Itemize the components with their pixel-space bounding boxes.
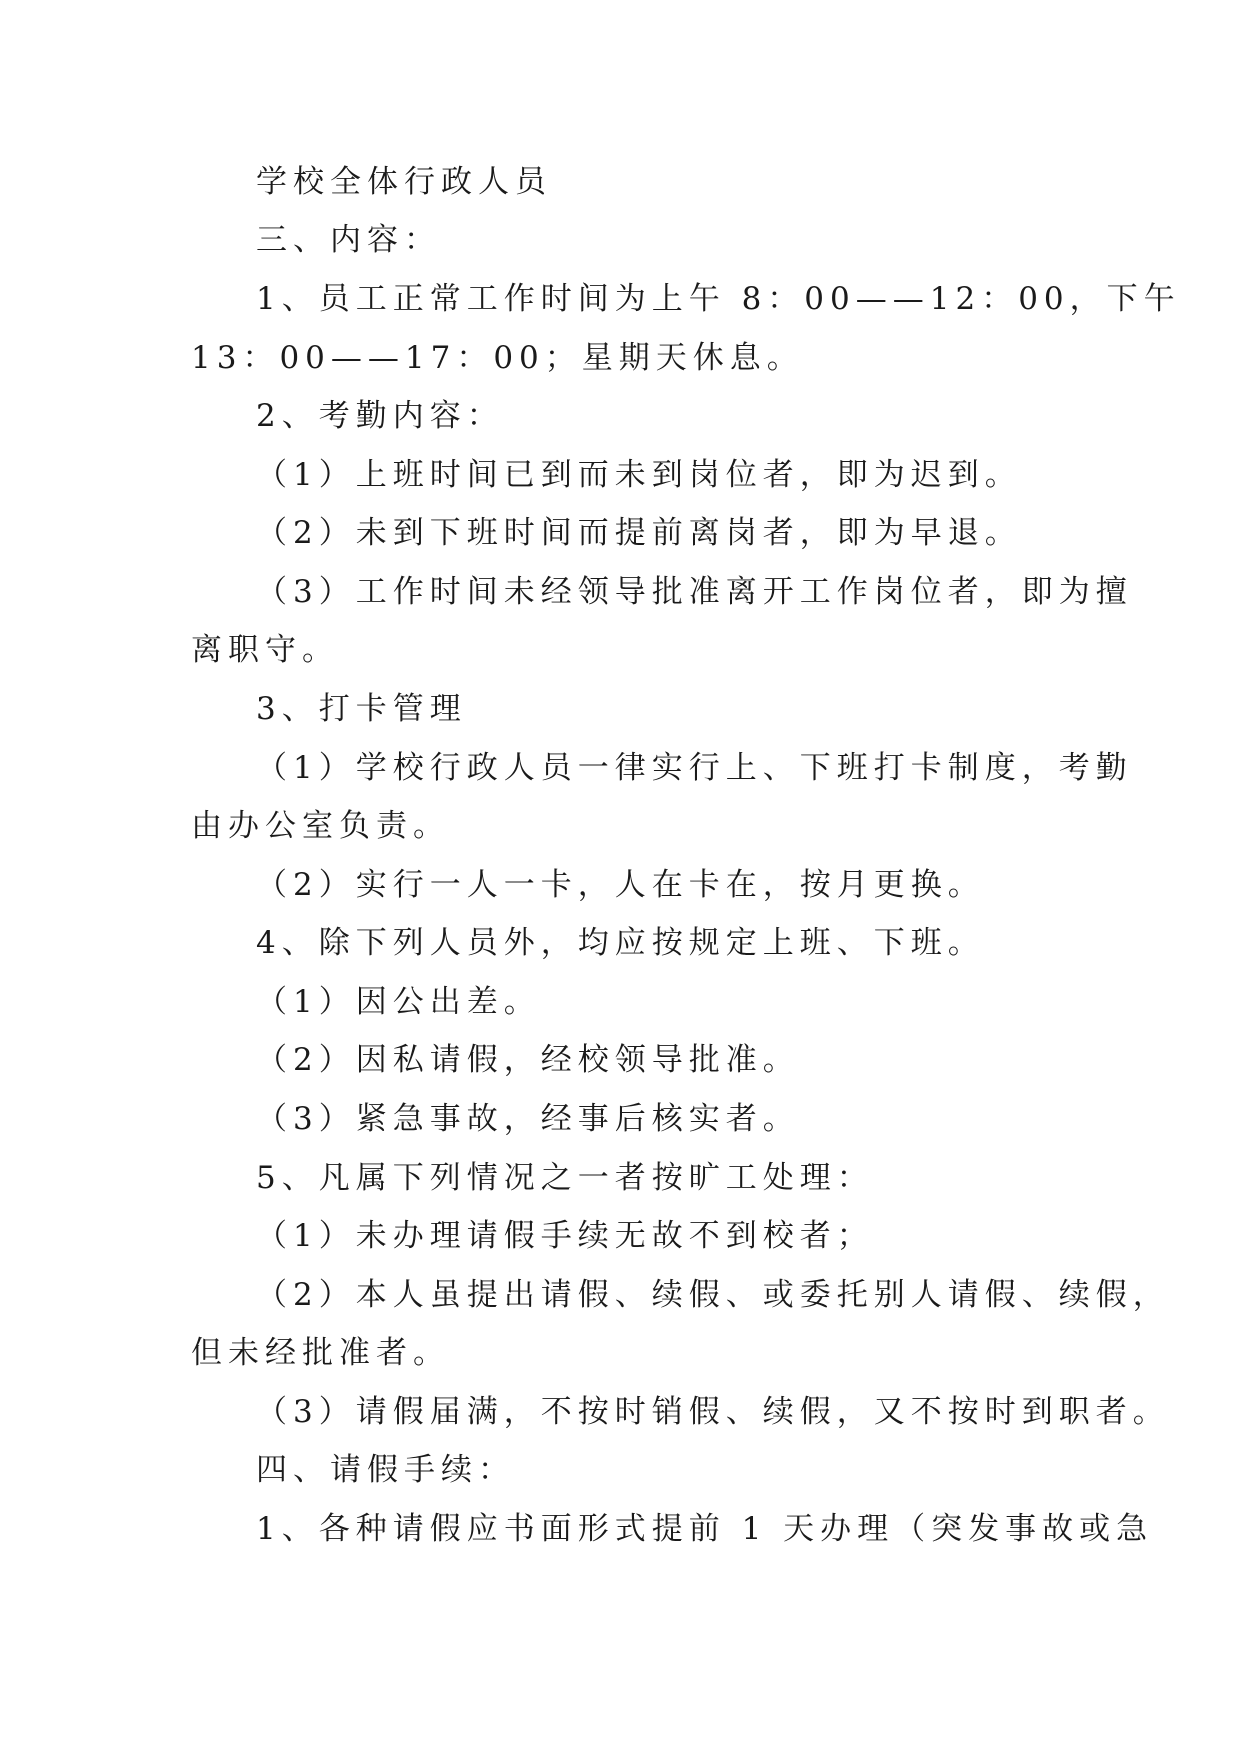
text-line: 学校全体行政人员 <box>256 164 552 200</box>
text-line: 由办公室负责。 <box>191 808 450 844</box>
text-line: （3）请假届满，不按时销假、续假，又不按时到职者。 <box>256 1394 1170 1430</box>
text-line: 2、考勤内容： <box>256 398 504 434</box>
text-line: 4、除下列人员外，均应按规定上班、下班。 <box>256 925 985 961</box>
text-line: 3、打卡管理 <box>256 691 467 727</box>
section-heading: 三、内容： <box>256 222 441 258</box>
text-line: （2）未到下班时间而提前离岗者，即为早退。 <box>256 515 1022 551</box>
text-line: （3）工作时间未经领导批准离开工作岗位者，即为擅 <box>256 574 1133 610</box>
text-line: （2）实行一人一卡，人在卡在，按月更换。 <box>256 867 985 903</box>
text-line: （3）紧急事故，经事后核实者。 <box>256 1101 800 1137</box>
text-line: （1）因公出差。 <box>256 984 541 1020</box>
section-heading: 四、请假手续： <box>256 1452 515 1488</box>
text-line: 1、各种请假应书面形式提前 1 天办理（突发事故或急 <box>256 1511 1154 1547</box>
text-line: 13：00——17：00；星期天休息。 <box>191 340 804 376</box>
text-line: 5、凡属下列情况之一者按旷工处理： <box>256 1160 874 1196</box>
text-line: 1、员工正常工作时间为上午 8：00——12：00，下午 <box>256 281 1181 317</box>
text-line: 但未经批准者。 <box>191 1335 450 1371</box>
text-line: （1）学校行政人员一律实行上、下班打卡制度，考勤 <box>256 750 1133 786</box>
text-line: （2）因私请假，经校领导批准。 <box>256 1042 800 1078</box>
text-line: （1）上班时间已到而未到岗位者，即为迟到。 <box>256 457 1022 493</box>
text-line: （1）未办理请假手续无故不到校者； <box>256 1218 874 1254</box>
text-line: 离职守。 <box>191 632 339 668</box>
text-line: （2）本人虽提出请假、续假、或委托别人请假、续假， <box>256 1277 1170 1313</box>
